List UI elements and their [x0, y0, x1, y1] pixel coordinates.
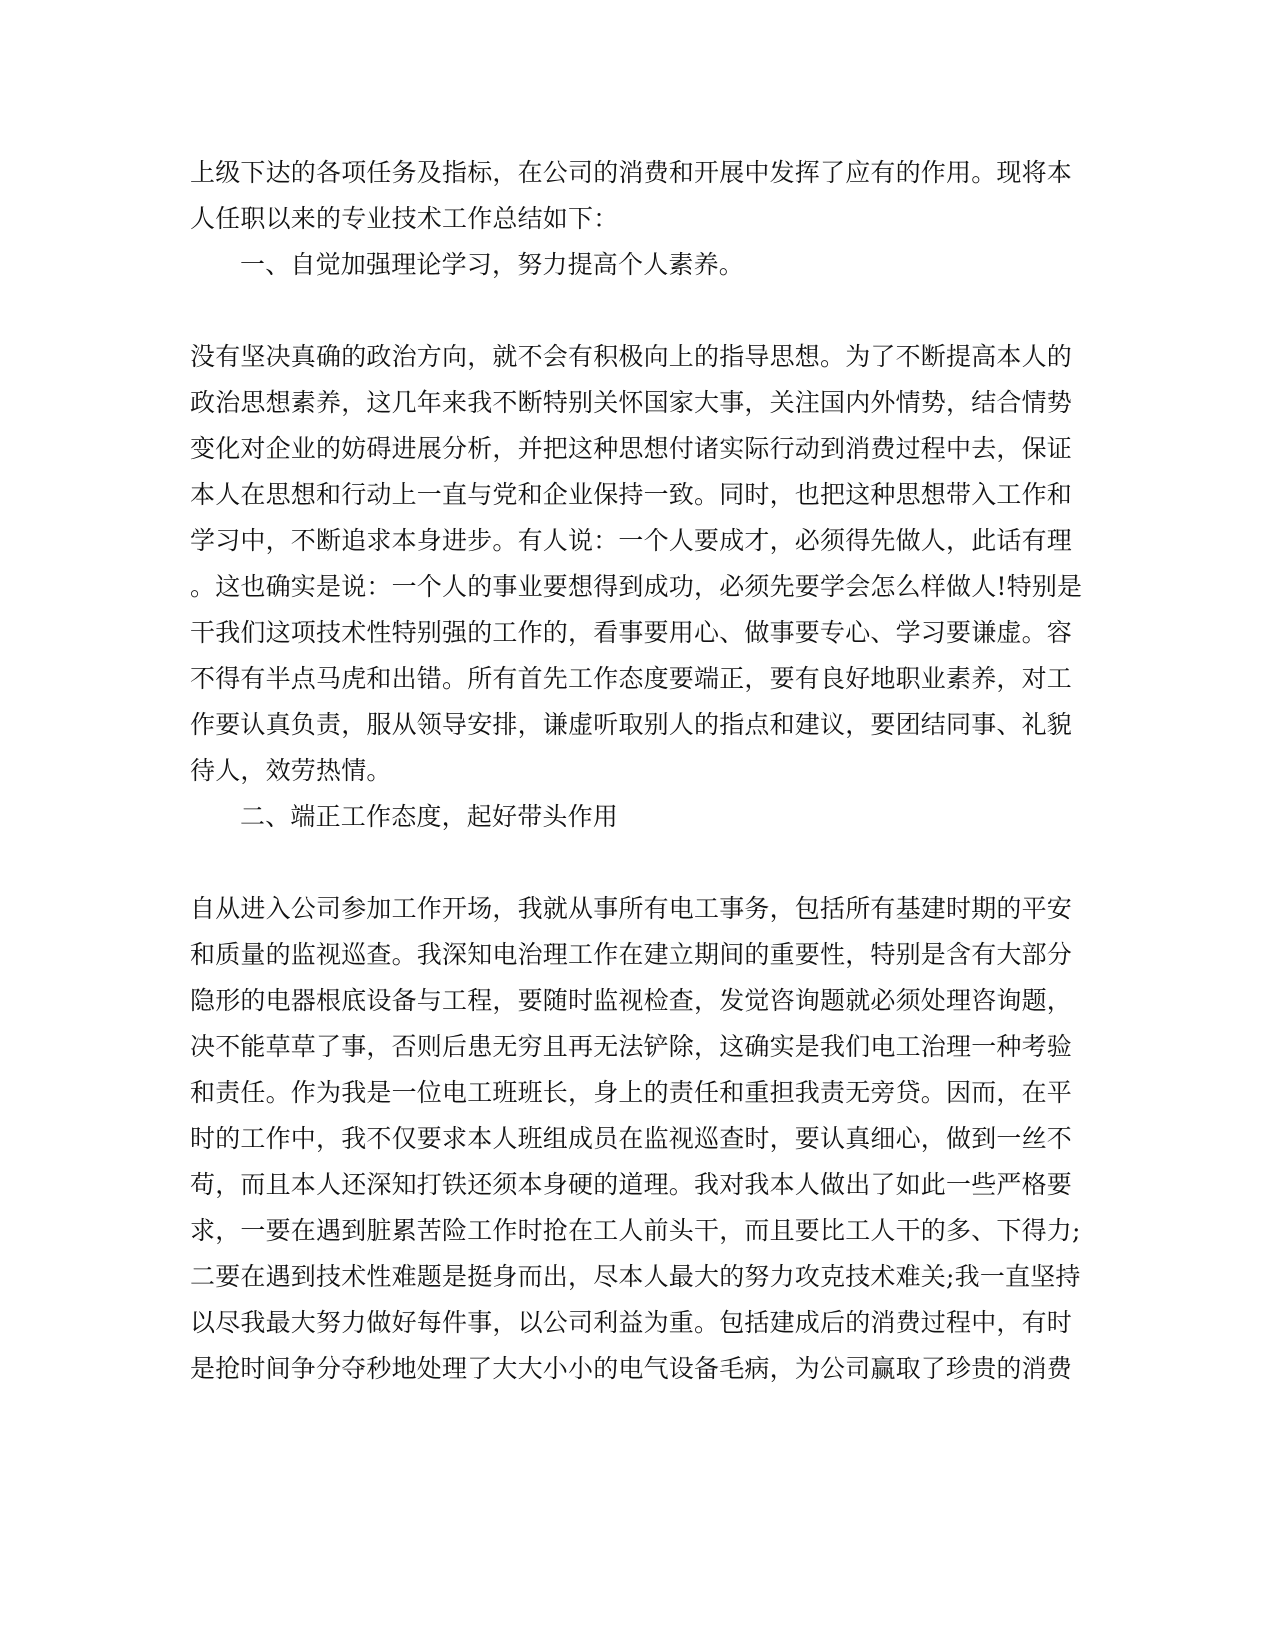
paragraph-line: 作要认真负责，服从领导安排，谦虚听取别人的指点和建议，要团结同事、礼貌	[190, 710, 1073, 739]
paragraph-line: 上级下达的各项任务及指标，在公司的消费和开展中发挥了应有的作用。现将本	[190, 158, 1073, 187]
paragraph-line: 。这也确实是说：一个人的事业要想得到成功，必须先要学会怎么样做人!特别是	[190, 572, 1083, 601]
paragraph-line: 求，一要在遇到脏累苦险工作时抢在工人前头干，而且要比工人干的多、下得力;	[190, 1216, 1081, 1245]
paragraph-line: 人任职以来的专业技术工作总结如下：	[190, 204, 619, 233]
paragraph-line: 和责任。作为我是一位电工班班长，身上的责任和重担我责无旁贷。因而，在平	[190, 1078, 1073, 1107]
paragraph-line: 自从进入公司参加工作开场，我就从事所有电工事务，包括所有基建时期的平安	[190, 894, 1073, 923]
paragraph-line: 政治思想素养，这几年来我不断特别关怀国家大事，关注国内外情势，结合情势	[190, 388, 1073, 417]
section-heading: 一、自觉加强理论学习，努力提高个人素养。	[240, 250, 745, 279]
paragraph-line: 不得有半点马虎和出错。所有首先工作态度要端正，要有良好地职业素养，对工	[190, 664, 1073, 693]
paragraph-line: 待人，效劳热情。	[190, 756, 392, 785]
paragraph-line: 没有坚决真确的政治方向，就不会有积极向上的指导思想。为了不断提高本人的	[190, 342, 1073, 371]
paragraph-line: 变化对企业的妨碍进展分析，并把这种思想付诸实际行动到消费过程中去，保证	[190, 434, 1073, 463]
paragraph-line: 二要在遇到技术性难题是挺身而出，尽本人最大的努力攻克技术难关;我一直坚持	[190, 1262, 1081, 1291]
paragraph-line: 时的工作中，我不仅要求本人班组成员在监视巡查时，要认真细心，做到一丝不	[190, 1124, 1073, 1153]
paragraph-line: 干我们这项技术性特别强的工作的，看事要用心、做事要专心、学习要谦虚。容	[190, 618, 1073, 647]
paragraph-line: 本人在思想和行动上一直与党和企业保持一致。同时，也把这种思想带入工作和	[190, 480, 1073, 509]
paragraph-line: 是抢时间争分夺秒地处理了大大小小的电气设备毛病，为公司赢取了珍贵的消费	[190, 1354, 1073, 1383]
section-heading: 二、端正工作态度，起好带头作用	[240, 802, 619, 831]
paragraph-line: 苟，而且本人还深知打铁还须本身硬的道理。我对我本人做出了如此一些严格要	[190, 1170, 1073, 1199]
paragraph-line: 隐形的电器根底设备与工程，要随时监视检查，发觉咨询题就必须处理咨询题，	[190, 986, 1073, 1015]
paragraph-line: 学习中，不断追求本身进步。有人说：一个人要成才，必须得先做人，此话有理	[190, 526, 1073, 555]
paragraph-line: 决不能草草了事，否则后患无穷且再无法铲除，这确实是我们电工治理一种考验	[190, 1032, 1073, 1061]
paragraph-line: 和质量的监视巡查。我深知电治理工作在建立期间的重要性，特别是含有大部分	[190, 940, 1073, 969]
paragraph-line: 以尽我最大努力做好每件事，以公司利益为重。包括建成后的消费过程中，有时	[190, 1308, 1073, 1337]
